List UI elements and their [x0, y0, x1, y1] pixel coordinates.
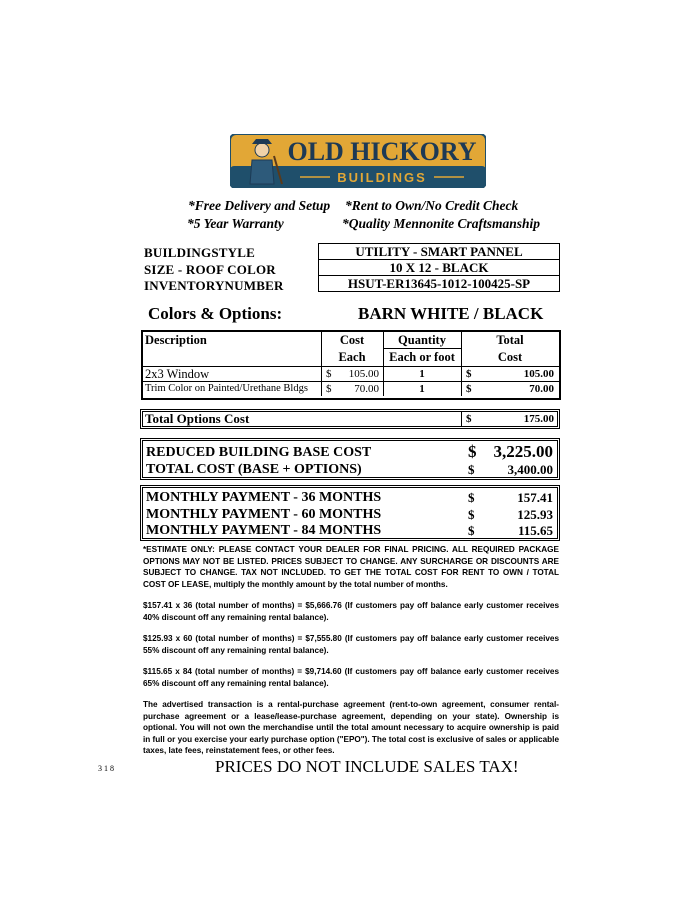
header-cost: Cost: [339, 333, 365, 347]
row-description: Trim Color on Painted/Urethane Bldgs: [145, 383, 308, 394]
monthly-60-label: MONTHLY PAYMENT - 60 MONTHS: [146, 507, 382, 522]
header-quantity: Quantity: [398, 333, 446, 347]
size-roof-color-value: 10 X 12 - BLACK: [319, 260, 559, 276]
inventory-number-value: HSUT-ER13645-1012-100425-SP: [347, 276, 531, 291]
monthly-84-value: 115.65: [517, 523, 553, 538]
header-total: Total: [496, 333, 524, 347]
perk-craftsmanship: *Quality Mennonite Craftsmanship: [342, 216, 541, 231]
options-table: [141, 330, 561, 400]
header-total-cost: Cost: [497, 350, 523, 364]
row-total-currency: $: [466, 368, 472, 380]
colors-options-value: BARN WHITE / BLACK: [358, 304, 544, 323]
page-number: 318: [98, 764, 116, 773]
calculation-36-months: $157.41 x 36 (total number of months) = $5,666.76 (If customers pay off balance early customer receives 40% discount off any remaining rental balance).: [143, 601, 559, 622]
monthly-36-value: 157.41: [517, 490, 553, 505]
row-quantity: 1: [419, 383, 425, 395]
sales-tax-note: PRICES DO NOT INCLUDE SALES TAX!: [215, 757, 519, 776]
estimate-disclaimer: *ESTIMATE ONLY: PLEASE CONTACT YOUR DEALER FOR FINAL PRICING. ALL REQUIRED PACKAGE OPTIONS MAY NOT BE LISTED. PRICES SUBJECT TO CHANGE. ANY SURCHARGE OR DISCOUNTS ARE SUBJECT TO CHANGE. TAX NOT INCLUDED. TO GET THE TOTAL COST FOR RENT TO OWN / TOTAL COST OF LEASE, multiply the monthly amount by the total number of months.: [143, 545, 559, 589]
total-cost-label: TOTAL COST (BASE + OPTIONS): [146, 462, 362, 477]
row-total: 70.00: [529, 383, 554, 395]
total-options-label: Total Options Cost: [145, 411, 250, 426]
monthly-60-currency: $: [468, 507, 475, 522]
base-cost-label: REDUCED BUILDING BASE COST: [146, 445, 372, 460]
row-cost: 105.00: [348, 368, 379, 380]
total-options-currency: $: [466, 413, 472, 425]
building-style-label: BUILDINGSTYLE: [144, 245, 255, 260]
row-cost-currency: $: [326, 383, 332, 395]
monthly-84-label: MONTHLY PAYMENT - 84 MONTHS: [146, 523, 382, 538]
header-description: Description: [145, 333, 207, 347]
perk-rent-to-own: *Rent to Own/No Credit Check: [345, 198, 519, 213]
header-each: Each: [338, 350, 366, 364]
total-cost-value: 3,400.00: [507, 462, 553, 477]
building-style-value: UTILITY - SMART PANNEL: [319, 244, 559, 260]
perk-free-delivery: *Free Delivery and Setup: [188, 198, 331, 213]
logo-title: OLD HICKORY: [287, 137, 477, 166]
row-quantity: 1: [419, 368, 425, 380]
monthly-36-label: MONTHLY PAYMENT - 36 MONTHS: [146, 490, 382, 505]
row-description: 2x3 Window: [145, 367, 210, 381]
colors-options-label: Colors & Options:: [148, 304, 283, 323]
old-hickory-logo: [230, 134, 486, 188]
monthly-84-currency: $: [468, 523, 475, 538]
base-cost-currency: $: [468, 442, 477, 461]
row-cost: 70.00: [354, 383, 379, 395]
rental-purchase-disclosure: The advertised transaction is a rental-purchase agreement (rent-to-own agreement, consumer rental-purchase agreement or a lease/lease-purchase agreement, depending on your state). Ownership is optional. You will not own the merchandise until the total amount necessary to acquire ownership is paid in full or you exercise your early purchase option ("EPO"). The total cost is exclusive of sales or applicable taxes, late fees, reinstatement fees, or other fees.: [143, 700, 559, 755]
row-total: 105.00: [523, 368, 554, 380]
monthly-payments-box: [140, 485, 560, 541]
calculation-84-months: $115.65 x 84 (total number of months) = $9,714.60 (If customers pay off balance early customer receives 65% discount off any remaining rental balance).: [143, 667, 559, 688]
logo-subtitle: BUILDINGS: [337, 170, 427, 185]
size-roof-color-label: SIZE - ROOF COLOR: [144, 262, 276, 277]
building-info-box: [318, 243, 560, 292]
monthly-60-value: 125.93: [517, 507, 553, 522]
monthly-36-currency: $: [468, 490, 475, 505]
total-options-box: [140, 409, 560, 429]
base-cost-value: 3,225.00: [493, 442, 553, 461]
inventory-number-label: INVENTORYNUMBER: [144, 278, 284, 293]
cost-summary-box: [140, 438, 560, 480]
total-options-value: 175.00: [523, 413, 554, 425]
perk-warranty: *5 Year Warranty: [187, 216, 284, 231]
header-each-or-foot: Each or foot: [389, 350, 455, 364]
total-cost-currency: $: [468, 462, 475, 477]
row-total-currency: $: [466, 383, 472, 395]
calculation-60-months: $125.93 x 60 (total number of months) = $7,555.80 (If customers pay off balance early customer receives 55% discount off any remaining rental balance).: [143, 634, 559, 655]
row-cost-currency: $: [326, 368, 332, 380]
